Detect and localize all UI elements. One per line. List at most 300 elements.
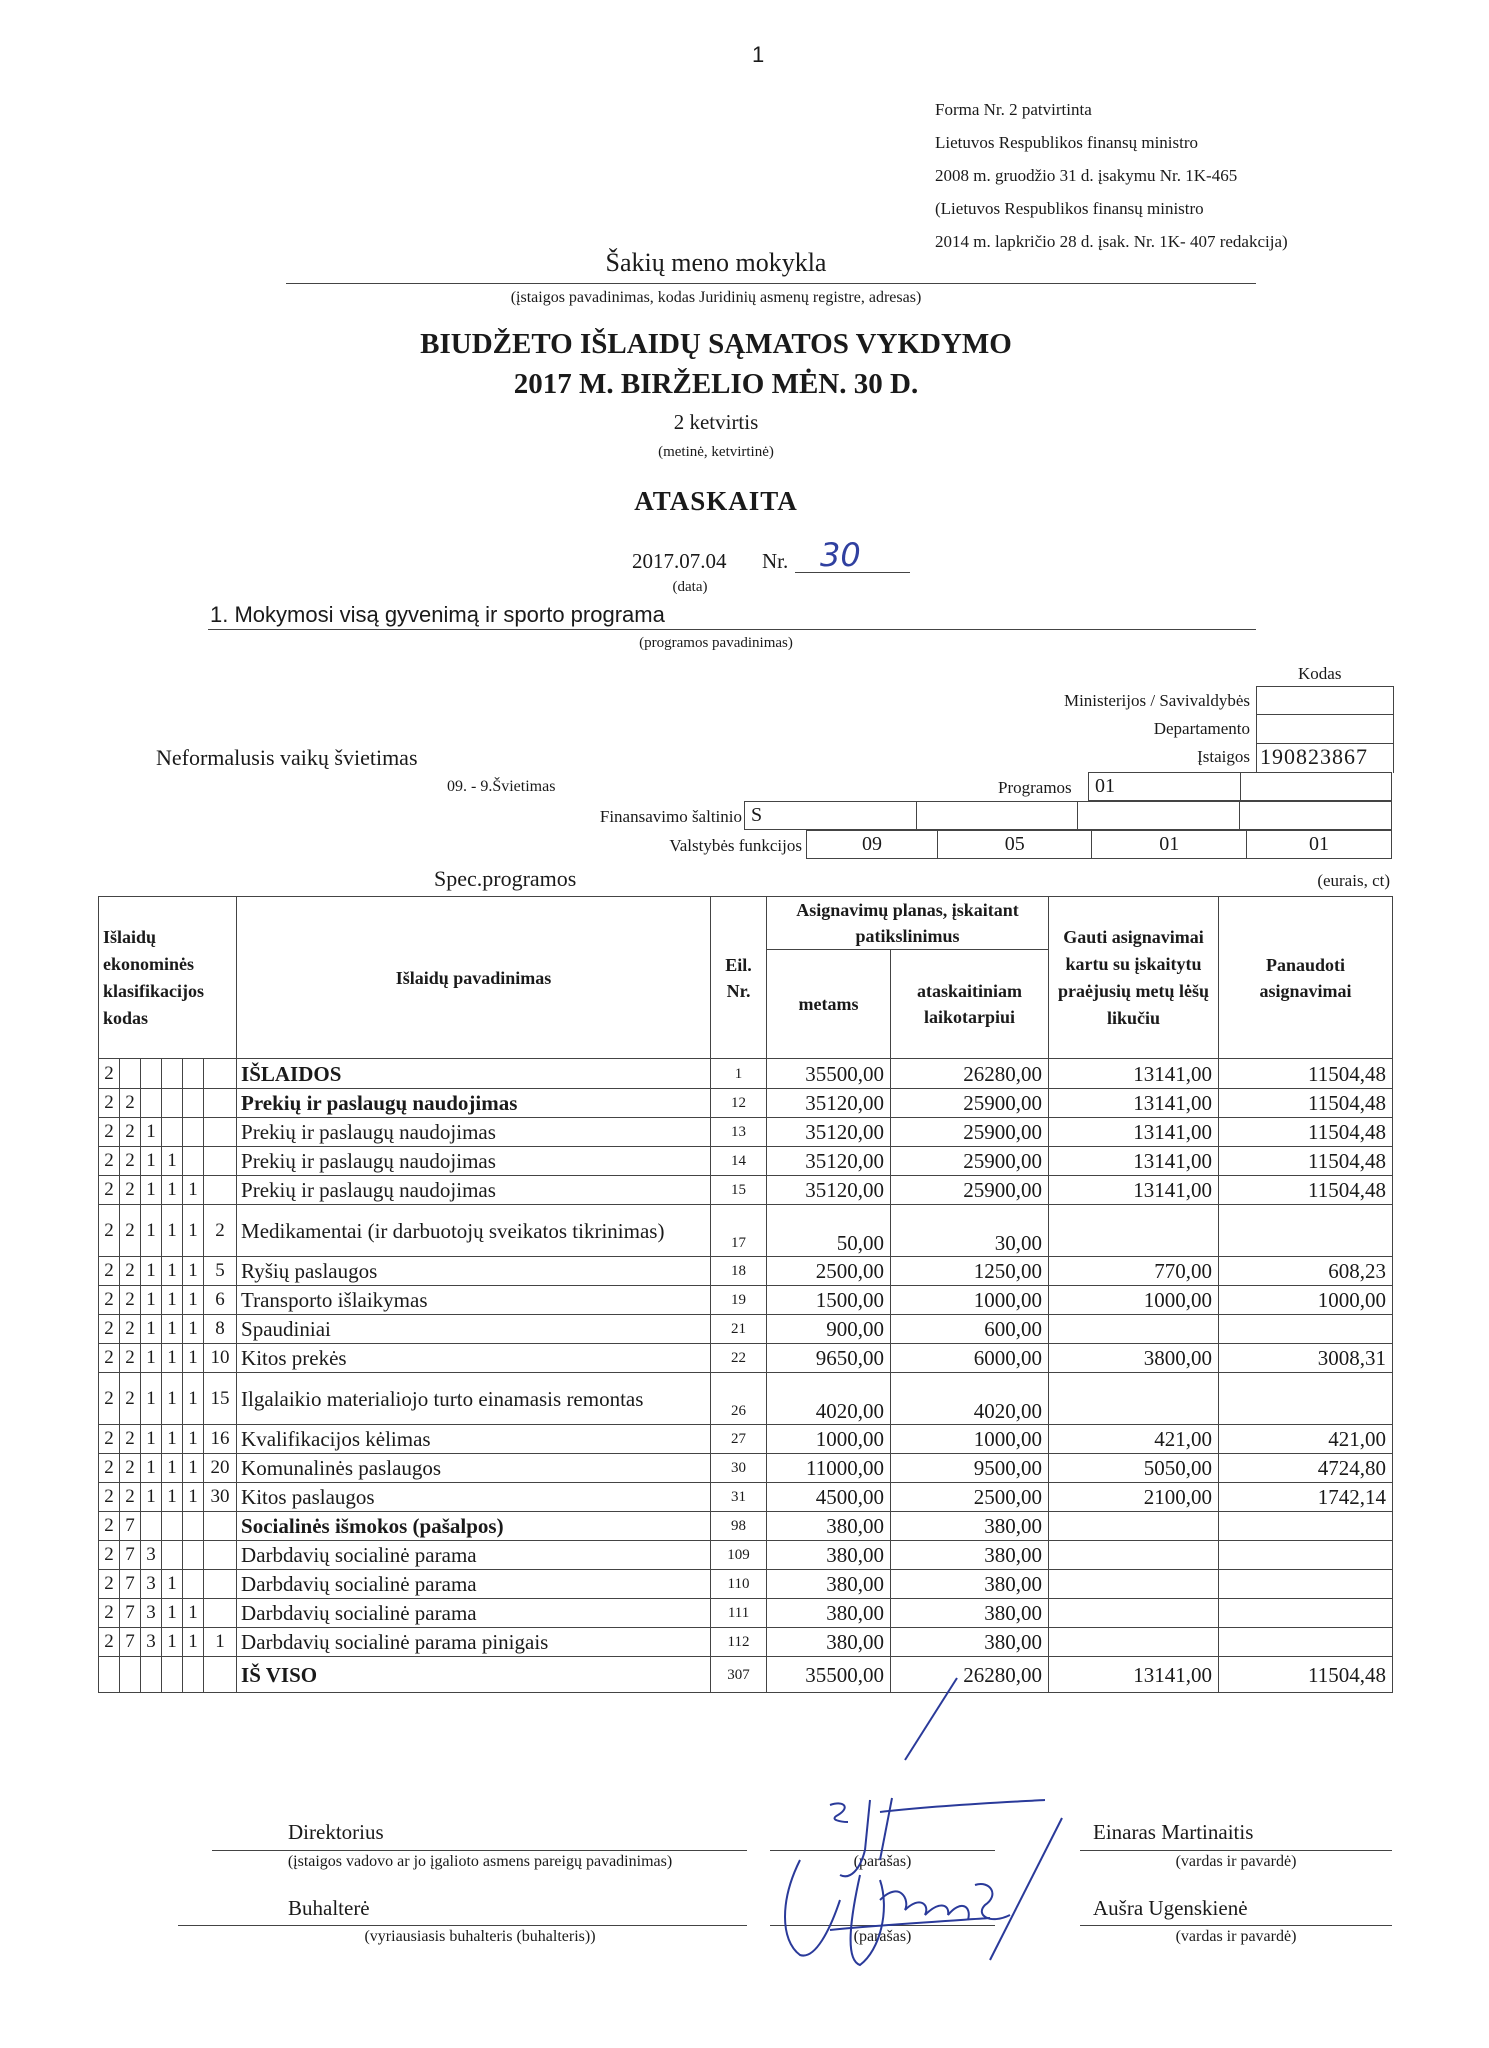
plan-period-value: 25900,00 (891, 1089, 1049, 1118)
form-note-line: 2014 m. lapkričio 28 d. įsak. Nr. 1K- 407 redakcija) (935, 232, 1288, 251)
code-digit: 1 (141, 1344, 162, 1373)
code-digit: 2 (99, 1344, 120, 1373)
period-caption: (metinė, ketvirtinė) (658, 444, 774, 460)
plan-period-value: 380,00 (891, 1541, 1049, 1570)
table-row (99, 1512, 1393, 1541)
plan-period-value: 9500,00 (891, 1454, 1049, 1483)
row-number: 26 (711, 1373, 767, 1425)
used-value: 3008,31 (1219, 1344, 1393, 1373)
row-number: 12 (711, 1089, 767, 1118)
code-digit (183, 1570, 204, 1599)
plan-year-value: 35120,00 (767, 1118, 891, 1147)
used-value (1219, 1541, 1393, 1570)
code-digit: 3 (141, 1599, 162, 1628)
code-digit: 2 (99, 1315, 120, 1344)
expense-name: Ryšių paslaugos (237, 1257, 711, 1286)
row-number: 30 (711, 1454, 767, 1483)
code-digit: 16 (204, 1425, 237, 1454)
header-eil: Eil. Nr. (711, 897, 767, 1059)
plan-year-value: 9650,00 (767, 1344, 891, 1373)
received-value (1049, 1599, 1219, 1628)
plan-year-value: 1000,00 (767, 1425, 891, 1454)
code-digit: 15 (204, 1373, 237, 1425)
expense-name: Kvalifikacijos kėlimas (237, 1425, 711, 1454)
code-digit: 7 (120, 1599, 141, 1628)
received-value (1049, 1541, 1219, 1570)
used-value: 1742,14 (1219, 1483, 1393, 1512)
code-digit: 10 (204, 1344, 237, 1373)
code-digit (141, 1512, 162, 1541)
code-digit (183, 1657, 204, 1693)
plan-period-value: 26280,00 (891, 1059, 1049, 1089)
plan-period-value: 600,00 (891, 1315, 1049, 1344)
code-digit: 1 (162, 1176, 183, 1205)
code-digit (141, 1657, 162, 1693)
plan-year-value: 2500,00 (767, 1257, 891, 1286)
director-caption: (įstaigos vadovo ar jo įgalioto asmens pareigų pavadinimas) (287, 1853, 673, 1870)
director-title: Direktorius (288, 1820, 384, 1844)
plan-year-value: 380,00 (767, 1570, 891, 1599)
row-number: 109 (711, 1541, 767, 1570)
row-number: 111 (711, 1599, 767, 1628)
received-value: 1000,00 (1049, 1286, 1219, 1315)
code-digit (162, 1059, 183, 1089)
code-digit (183, 1118, 204, 1147)
row-number: 21 (711, 1315, 767, 1344)
header-period: ataskaitiniam laikotarpiui (891, 950, 1049, 1059)
accountant-signature-caption: (parašas) (853, 1928, 912, 1945)
used-value (1219, 1570, 1393, 1599)
form-note-line: Forma Nr. 2 patvirtinta (935, 100, 1092, 119)
received-value: 5050,00 (1049, 1454, 1219, 1483)
plan-period-value: 380,00 (891, 1599, 1049, 1628)
expense-name: Medikamentai (ir darbuotojų sveikatos tikrinimas) (237, 1205, 711, 1257)
expense-name: Prekių ir paslaugų naudojimas (237, 1176, 711, 1205)
table-row (99, 1483, 1393, 1512)
code-digit: 1 (162, 1286, 183, 1315)
code-digit: 1 (162, 1205, 183, 1257)
spec-program: Spec.programos (434, 866, 577, 891)
programos-label: Programos (998, 778, 1072, 797)
received-value (1049, 1315, 1219, 1344)
received-value (1049, 1205, 1219, 1257)
expense-name: Darbdavių socialinė parama (237, 1541, 711, 1570)
code-digit: 1 (162, 1599, 183, 1628)
plan-period-value: 2500,00 (891, 1483, 1049, 1512)
finansavimo-label: Finansavimo šaltinio (599, 807, 742, 826)
code-digit: 1 (162, 1628, 183, 1657)
form-note-line: Lietuvos Respublikos finansų ministro (935, 133, 1199, 152)
director-name-caption: (vardas ir pavardė) (1175, 1853, 1297, 1870)
code-digit: 5 (204, 1257, 237, 1286)
plan-period-value: 6000,00 (891, 1344, 1049, 1373)
code-digit (204, 1147, 237, 1176)
code-digit: 2 (99, 1286, 120, 1315)
code-digit: 2 (120, 1176, 141, 1205)
row-number: 112 (711, 1628, 767, 1657)
period: 2 ketvirtis (673, 410, 759, 434)
code-digit: 30 (204, 1483, 237, 1512)
received-value: 13141,00 (1049, 1118, 1219, 1147)
received-value: 3800,00 (1049, 1344, 1219, 1373)
code-digit: 2 (99, 1373, 120, 1425)
expense-name: Komunalinės paslaugos (237, 1454, 711, 1483)
used-value: 11504,48 (1219, 1147, 1393, 1176)
used-value: 421,00 (1219, 1425, 1393, 1454)
code-digit: 2 (99, 1599, 120, 1628)
kodas-label: Kodas (1298, 664, 1342, 683)
code-digit (204, 1512, 237, 1541)
table-row (99, 1344, 1393, 1373)
table-row (99, 1570, 1393, 1599)
code-digit: 8 (204, 1315, 237, 1344)
code-digit: 2 (120, 1454, 141, 1483)
report-date: 2017.07.04 (632, 549, 727, 573)
header-gauti: Gauti asignavimai kartu su įskaitytu praėjusių metų lėšų likučiu (1049, 897, 1219, 1059)
row-number: 19 (711, 1286, 767, 1315)
row-number: 307 (711, 1657, 767, 1693)
code-digit: 1 (183, 1483, 204, 1512)
accountant-title: Buhalterė (288, 1896, 370, 1920)
table-row (99, 1628, 1393, 1657)
code-digit: 2 (99, 1570, 120, 1599)
report-word: ATASKAITA (634, 486, 798, 516)
row-number: 14 (711, 1147, 767, 1176)
code-digit: 2 (120, 1118, 141, 1147)
plan-year-value: 35120,00 (767, 1176, 891, 1205)
accountant-name-caption: (vardas ir pavardė) (1175, 1928, 1297, 1945)
row-number: 110 (711, 1570, 767, 1599)
code-digit: 1 (141, 1315, 162, 1344)
expense-name: Spaudiniai (237, 1315, 711, 1344)
used-value: 608,23 (1219, 1257, 1393, 1286)
code-digit: 1 (141, 1147, 162, 1176)
departamento-label: Departamento (1153, 719, 1250, 738)
table-row (99, 1147, 1393, 1176)
plan-year-value: 380,00 (767, 1599, 891, 1628)
code-digit: 1 (162, 1147, 183, 1176)
units: (eurais, ct) (1317, 871, 1390, 890)
table-row (99, 1657, 1393, 1693)
plan-period-value: 30,00 (891, 1205, 1049, 1257)
plan-year-value: 50,00 (767, 1205, 891, 1257)
programos-code: 01 (1089, 773, 1241, 801)
plan-period-value: 380,00 (891, 1570, 1049, 1599)
code-digit: 2 (99, 1176, 120, 1205)
plan-period-value: 4020,00 (891, 1373, 1049, 1425)
used-value (1219, 1373, 1393, 1425)
used-value: 11504,48 (1219, 1657, 1393, 1693)
expense-name: Darbdavių socialinė parama pinigais (237, 1628, 711, 1657)
code-digit (204, 1541, 237, 1570)
plan-year-value: 4020,00 (767, 1373, 891, 1425)
code-digit: 3 (141, 1628, 162, 1657)
subprogram-name: Neformalusis vaikų švietimas (156, 745, 418, 770)
plan-year-value: 35120,00 (767, 1089, 891, 1118)
sector: 09. - 9.Švietimas (447, 778, 556, 795)
plan-year-value: 1500,00 (767, 1286, 891, 1315)
code-digit: 1 (162, 1373, 183, 1425)
code-digit: 2 (120, 1373, 141, 1425)
code-digit (162, 1089, 183, 1118)
code-digit: 2 (120, 1205, 141, 1257)
received-value: 421,00 (1049, 1425, 1219, 1454)
institution-name: Šakių meno mokykla (605, 248, 827, 277)
code-digit (183, 1147, 204, 1176)
code-digit (162, 1118, 183, 1147)
plan-year-value: 35120,00 (767, 1147, 891, 1176)
used-value (1219, 1512, 1393, 1541)
code-digit: 1 (141, 1286, 162, 1315)
received-value: 13141,00 (1049, 1176, 1219, 1205)
accountant-caption: (vyriausiasis buhalteris (buhalteris)) (364, 1928, 596, 1945)
director-signature-caption: (parašas) (853, 1853, 912, 1870)
plan-period-value: 25900,00 (891, 1176, 1049, 1205)
code-digit: 1 (183, 1286, 204, 1315)
code-digit: 1 (141, 1373, 162, 1425)
code-digit: 1 (162, 1483, 183, 1512)
table-row (99, 1176, 1393, 1205)
plan-year-value: 380,00 (767, 1512, 891, 1541)
table-row (99, 1257, 1393, 1286)
used-value (1219, 1205, 1393, 1257)
table-row (99, 1541, 1393, 1570)
code-digit (99, 1657, 120, 1693)
plan-year-value: 11000,00 (767, 1454, 891, 1483)
table-row (99, 1118, 1393, 1147)
code-digit (162, 1541, 183, 1570)
code-digit: 2 (120, 1425, 141, 1454)
received-value (1049, 1373, 1219, 1425)
row-number: 17 (711, 1205, 767, 1257)
code-digit: 20 (204, 1454, 237, 1483)
received-value: 770,00 (1049, 1257, 1219, 1286)
istaigos-code: 190823867 (1260, 744, 1368, 769)
code-digit: 1 (141, 1118, 162, 1147)
table-row (99, 1315, 1393, 1344)
report-date-title: 2017 M. BIRŽELIO MĖN. 30 D. (513, 368, 919, 400)
valstybes-label: Valstybės funkcijos (669, 836, 802, 855)
code-digit: 1 (183, 1205, 204, 1257)
date-caption: (data) (672, 579, 708, 595)
code-digit (141, 1059, 162, 1089)
code-digit: 2 (120, 1286, 141, 1315)
row-number: 98 (711, 1512, 767, 1541)
plan-period-value: 380,00 (891, 1512, 1049, 1541)
code-digit: 1 (162, 1344, 183, 1373)
code-digit: 2 (99, 1454, 120, 1483)
table-row (99, 1089, 1393, 1118)
expense-name: Darbdavių socialinė parama (237, 1570, 711, 1599)
row-number: 18 (711, 1257, 767, 1286)
code-digit: 2 (120, 1147, 141, 1176)
code-digit (204, 1570, 237, 1599)
plan-period-value: 26280,00 (891, 1657, 1049, 1693)
code-digit: 1 (162, 1425, 183, 1454)
code-digit: 2 (99, 1541, 120, 1570)
received-value (1049, 1512, 1219, 1541)
code-digit: 2 (120, 1483, 141, 1512)
code-digit (162, 1657, 183, 1693)
page-number: 1 (752, 42, 765, 67)
row-number: 1 (711, 1059, 767, 1089)
code-digit (204, 1089, 237, 1118)
header-plan: Asignavimų planas, įskaitant patikslinimus (767, 897, 1049, 950)
code-digit: 3 (141, 1541, 162, 1570)
accountant-name: Aušra Ugenskienė (1093, 1896, 1248, 1920)
report-title: BIUDŽETO IŠLAIDŲ SĄMATOS VYKDYMO (420, 328, 1012, 360)
form-note-line: (Lietuvos Respublikos finansų ministro (935, 199, 1204, 218)
expense-table (98, 896, 1393, 1693)
header-name: Išlaidų pavadinimas (237, 897, 711, 1059)
plan-period-value: 1000,00 (891, 1425, 1049, 1454)
expense-name: Prekių ir paslaugų naudojimas (237, 1089, 711, 1118)
code-digit (183, 1512, 204, 1541)
row-number: 13 (711, 1118, 767, 1147)
plan-year-value: 35500,00 (767, 1059, 891, 1089)
expense-name: Prekių ir paslaugų naudojimas (237, 1147, 711, 1176)
code-digit (183, 1059, 204, 1089)
plan-period-value: 380,00 (891, 1628, 1049, 1657)
received-value: 2100,00 (1049, 1483, 1219, 1512)
code-digit: 2 (99, 1089, 120, 1118)
valstybes-code: 01 (1246, 831, 1391, 859)
code-digit: 2 (99, 1483, 120, 1512)
code-digit: 3 (141, 1570, 162, 1599)
code-digit: 1 (183, 1257, 204, 1286)
expense-name: Prekių ir paslaugų naudojimas (237, 1118, 711, 1147)
plan-year-value: 380,00 (767, 1541, 891, 1570)
finansavimo-code: S (745, 802, 917, 830)
code-digit: 2 (204, 1205, 237, 1257)
code-digit: 2 (120, 1315, 141, 1344)
code-digit: 2 (99, 1205, 120, 1257)
table-row (99, 1286, 1393, 1315)
received-value: 13141,00 (1049, 1089, 1219, 1118)
code-digit: 1 (183, 1176, 204, 1205)
table-row (99, 1373, 1393, 1425)
code-digit (204, 1176, 237, 1205)
code-digit (204, 1118, 237, 1147)
used-value (1219, 1315, 1393, 1344)
code-digit: 2 (99, 1628, 120, 1657)
table-row (99, 1599, 1393, 1628)
plan-period-value: 25900,00 (891, 1147, 1049, 1176)
code-digit: 6 (204, 1286, 237, 1315)
code-digit: 2 (99, 1059, 120, 1089)
row-number: 15 (711, 1176, 767, 1205)
row-number: 22 (711, 1344, 767, 1373)
code-digit: 2 (99, 1147, 120, 1176)
used-value: 11504,48 (1219, 1059, 1393, 1089)
code-digit (204, 1657, 237, 1693)
code-digit: 1 (183, 1628, 204, 1657)
code-digit: 1 (141, 1483, 162, 1512)
expense-name: IŠLAIDOS (237, 1059, 711, 1089)
code-digit: 1 (204, 1628, 237, 1657)
report-number-label: Nr. (762, 549, 789, 573)
header-panaudoti: Panaudoti asignavimai (1219, 897, 1393, 1059)
valstybes-code: 01 (1092, 831, 1246, 859)
program-name: 1. Mokymosi visą gyvenimą ir sporto programa (210, 602, 665, 627)
code-digit: 1 (141, 1425, 162, 1454)
code-digit: 7 (120, 1570, 141, 1599)
plan-year-value: 4500,00 (767, 1483, 891, 1512)
received-value (1049, 1570, 1219, 1599)
code-digit: 1 (183, 1599, 204, 1628)
code-digit: 1 (183, 1315, 204, 1344)
row-number: 31 (711, 1483, 767, 1512)
code-digit: 1 (141, 1454, 162, 1483)
code-digit: 2 (120, 1344, 141, 1373)
code-digit: 2 (99, 1118, 120, 1147)
expense-name: Ilgalaikio materialiojo turto einamasis remontas (237, 1373, 711, 1425)
received-value: 13141,00 (1049, 1147, 1219, 1176)
code-digit: 2 (120, 1257, 141, 1286)
code-digit (183, 1541, 204, 1570)
plan-period-value: 25900,00 (891, 1118, 1049, 1147)
istaigos-label: Įstaigos (1197, 747, 1250, 766)
expense-name: Kitos prekės (237, 1344, 711, 1373)
table-row (99, 1454, 1393, 1483)
expense-name: Socialinės išmokos (pašalpos) (237, 1512, 711, 1541)
program-caption: (programos pavadinimas) (639, 635, 793, 651)
header-code: Išlaidų ekonominės klasifikacijos kodas (99, 897, 237, 1059)
plan-year-value: 35500,00 (767, 1657, 891, 1693)
code-digit: 7 (120, 1541, 141, 1570)
received-value: 13141,00 (1049, 1059, 1219, 1089)
table-row (99, 1425, 1393, 1454)
institution-caption: (įstaigos pavadinimas, kodas Juridinių asmenų registre, adresas) (510, 289, 922, 306)
code-digit: 2 (99, 1257, 120, 1286)
code-digit: 1 (162, 1257, 183, 1286)
plan-period-value: 1250,00 (891, 1257, 1049, 1286)
code-digit: 1 (162, 1315, 183, 1344)
header-metams: metams (767, 950, 891, 1059)
table-row (99, 1059, 1393, 1089)
code-digit (183, 1089, 204, 1118)
code-digit (120, 1059, 141, 1089)
code-digit: 2 (120, 1089, 141, 1118)
expense-name: Transporto išlaikymas (237, 1286, 711, 1315)
form-note-line: 2008 m. gruodžio 31 d. įsakymu Nr. 1K-465 (935, 166, 1238, 185)
used-value: 11504,48 (1219, 1176, 1393, 1205)
received-value: 13141,00 (1049, 1657, 1219, 1693)
received-value (1049, 1628, 1219, 1657)
plan-period-value: 1000,00 (891, 1286, 1049, 1315)
code-digit: 2 (99, 1512, 120, 1541)
used-value: 11504,48 (1219, 1118, 1393, 1147)
code-digit: 2 (99, 1425, 120, 1454)
expense-name: Kitos paslaugos (237, 1483, 711, 1512)
row-number: 27 (711, 1425, 767, 1454)
ministerijos-label: Ministerijos / Savivaldybės (1063, 691, 1250, 710)
used-value: 11504,48 (1219, 1089, 1393, 1118)
form-note (935, 93, 1288, 258)
report-number: 30 (820, 536, 861, 574)
code-digit: 1 (141, 1176, 162, 1205)
code-digit: 1 (183, 1344, 204, 1373)
plan-year-value: 900,00 (767, 1315, 891, 1344)
code-digit: 1 (162, 1454, 183, 1483)
code-digit (204, 1599, 237, 1628)
director-name: Einaras Martinaitis (1093, 1820, 1254, 1844)
valstybes-code: 05 (938, 831, 1092, 859)
code-digit: 1 (183, 1454, 204, 1483)
table-row (99, 1205, 1393, 1257)
code-digit (204, 1059, 237, 1089)
code-digit (120, 1657, 141, 1693)
